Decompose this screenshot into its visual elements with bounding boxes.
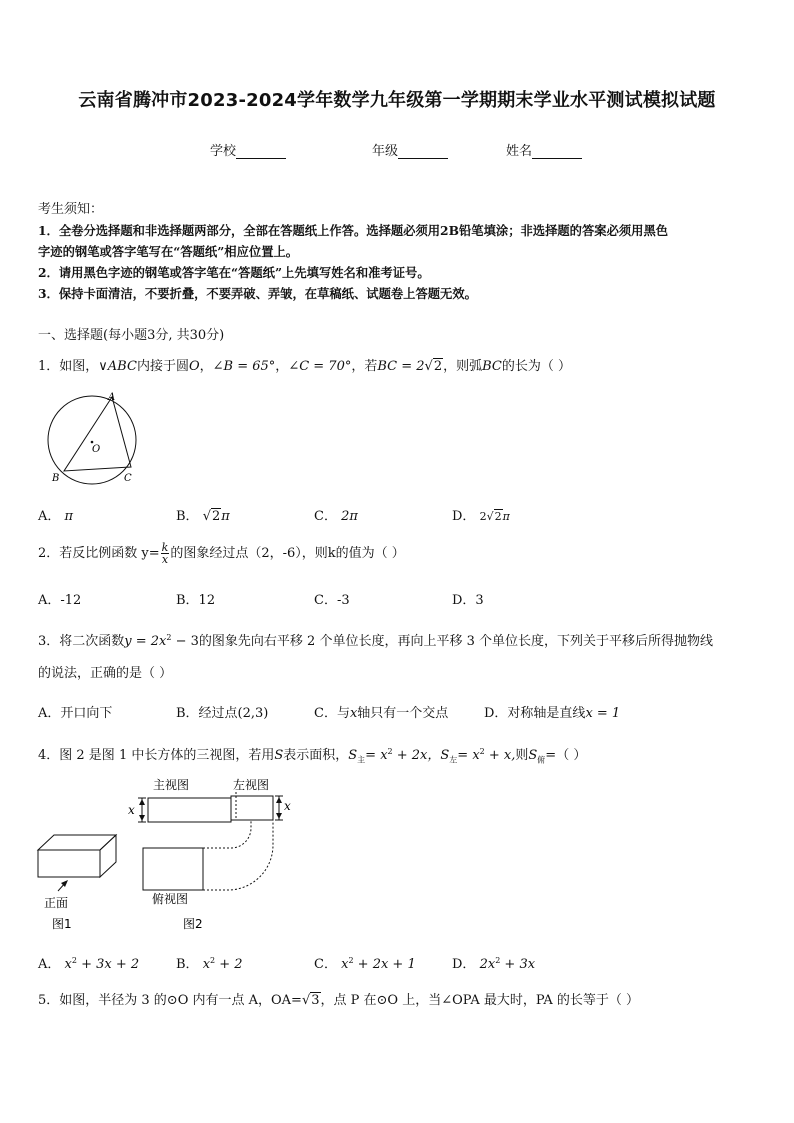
option-label: C． [314, 957, 337, 972]
label-a: A [108, 392, 116, 403]
question-4 [38, 742, 586, 771]
q1-circle-figure [44, 388, 144, 488]
option-text: C．与 [314, 706, 350, 721]
grade-blank [398, 144, 448, 159]
front-view-label: 主视图 [153, 778, 190, 792]
q4-s-main: S [348, 748, 358, 763]
option-label: C． [314, 509, 337, 524]
q3-line-2: 的说法，正确的是（ ） [38, 666, 173, 681]
option-rest: + 3x + 2 [76, 957, 140, 972]
q3-head: 3．将二次函数 [38, 634, 125, 649]
projection-arc-inner [203, 820, 251, 848]
top-view-rect [143, 848, 203, 890]
label-c: C [124, 473, 132, 484]
option-value: 2π [341, 509, 358, 524]
q4-exp-left: 2 [479, 747, 485, 756]
name-blank [532, 144, 582, 159]
option-exp: 2 [210, 956, 216, 965]
question-5: 5．如图，半径为 3 的⊙O 内有一点 A，OA=√3，点 P 在⊙O 上，当∠OPA 最大时，PA 的长等于（ ） [38, 993, 640, 1008]
option-rest: + 2x + 1 [353, 957, 416, 972]
name-label: 姓名 [506, 144, 533, 159]
option-text-2: 轴只有一个交点 [357, 706, 449, 721]
q4-three-view-figure [28, 772, 310, 937]
q4-option-c[interactable] [314, 953, 416, 972]
option-value: π [221, 509, 230, 524]
q5-tail: ，点 P 在⊙O 上，当∠OPA 最大时，PA 的长等于（ ） [320, 993, 640, 1008]
cuboid-side-face [100, 835, 116, 877]
grade-label: 年级 [372, 144, 399, 159]
q2-option-c[interactable]: C．-3 [314, 593, 350, 608]
option-exp: 2 [495, 956, 501, 965]
q1-comma: ， [199, 359, 213, 374]
q2-tail: 的图象经过点（2，-6），则k的值为（ ） [170, 546, 405, 561]
option-var: 2x [479, 957, 496, 972]
q4-head: 4．图 2 是图 1 中长方体的三视图，若用 [38, 748, 275, 763]
q3-option-a[interactable]: A．开口向下 [38, 706, 113, 721]
q1-circle-name: O [188, 359, 200, 374]
option-exp: 2 [348, 956, 354, 965]
q4-then: 则 [515, 748, 529, 763]
q3-option-c[interactable] [314, 702, 448, 721]
q1-tail: 的长为（ ） [501, 359, 572, 374]
option-value: π [502, 510, 510, 523]
option-rest: + 3x [500, 957, 536, 972]
section-heading: 一、选择题(每小题3分, 共30分) [38, 328, 225, 343]
q4-s-top: S [528, 748, 538, 763]
q4-tail-main: + 2x， [392, 748, 441, 763]
q3-exponent: 2 [166, 633, 172, 642]
notice-item-1-cont: 字迹的钢笔或答字笔写在“答题纸”相应位置上。 [38, 244, 299, 259]
q1-bc: BC = 2 [377, 359, 425, 374]
option-text: D．对称轴是直线 [484, 706, 586, 721]
q1-number: 1．如图， [38, 359, 99, 374]
q1-option-b[interactable]: B． √2π [176, 509, 230, 524]
figure-1-caption: 图1 [52, 917, 72, 931]
q5-head: 5．如图，半径为 3 的⊙O 内有一点 A，OA= [38, 993, 302, 1008]
dim-x-front: x [128, 803, 135, 817]
left-view-label: 左视图 [233, 778, 270, 792]
q4-tail-left: + x, [484, 748, 516, 763]
option-var: x [341, 957, 349, 972]
q2-option-d[interactable]: D．3 [452, 593, 484, 608]
option-label: B． [176, 509, 199, 524]
option-var: x [349, 706, 358, 721]
page-title: 云南省腾冲市2023-2024学年数学九年级第一学期期末学业水平测试模拟试题 [78, 90, 716, 111]
question-2 [38, 542, 405, 565]
q2-option-a[interactable]: A．-12 [38, 593, 82, 608]
q3-option-d[interactable] [484, 702, 620, 721]
notice-heading: 考生须知： [38, 202, 104, 217]
notice-item-2: 2．请用黑色字迹的钢笔或答字笔在“答题纸”上先填写姓名和准考证号。 [38, 265, 430, 280]
school-field [210, 140, 286, 159]
cuboid-top-face [38, 835, 116, 850]
front-view-rect [148, 798, 231, 822]
q1-root: 2 [433, 359, 443, 374]
option-label: D． [452, 509, 476, 524]
option-label: A． [38, 957, 61, 972]
option-label: B． [176, 957, 199, 972]
question-3 [38, 628, 713, 652]
name-field [506, 140, 582, 159]
circle-o [48, 396, 136, 484]
front-face-label: 正面 [44, 896, 69, 910]
option-root: 2 [212, 509, 221, 524]
option-var: x [64, 957, 72, 972]
q1-angle-b: ∠B = 65° [212, 359, 276, 374]
option-exp: 2 [71, 956, 77, 965]
q2-option-b[interactable]: B．12 [176, 593, 216, 608]
q4-eq-left: = x [457, 748, 480, 763]
q4-option-d[interactable] [452, 953, 535, 972]
option-label: D． [452, 957, 476, 972]
q4-tail: =（ ） [545, 748, 587, 763]
option-root: 2 [494, 510, 502, 523]
q1-arc-text: ，则弧 [443, 359, 483, 374]
projection-arc-outer [203, 820, 273, 890]
label-b: B [52, 473, 60, 484]
dim-x-left: x [284, 799, 291, 813]
triangle-abc [64, 397, 131, 471]
q1-arc-bc: BC [482, 359, 502, 374]
q3-expr: y = 2x [124, 634, 167, 649]
q4-mid: 表示面积， [283, 748, 349, 763]
q4-eq-main: = x [365, 748, 388, 763]
q1-option-a[interactable] [38, 505, 73, 524]
q4-sub-left: 左 [449, 755, 458, 765]
q4-s: S [274, 748, 284, 763]
q3-expr-tail: − 3 [171, 634, 199, 649]
left-view-rect [231, 796, 273, 820]
q4-sub-main: 主 [357, 755, 366, 765]
q3-tail: 的图象先向右平移 2 个单位长度，再向上平移 3 个单位长度，下列关于平移后所得抛物线 [198, 634, 713, 649]
option-label: A． [38, 509, 61, 524]
center-point [91, 441, 94, 444]
q1-angle-c: ∠C = 70° [288, 359, 352, 374]
option-eq: x = 1 [585, 706, 621, 721]
q4-sub-top: 俯 [537, 755, 546, 765]
question-1: 1．如图，∨ABC内接于圆O，∠B = 65°，∠C = 70°，若BC = 2√2，则弧BC的长为（ ） [38, 359, 572, 374]
option-rest: + 2 [215, 957, 243, 972]
cuboid-front-face [38, 850, 100, 877]
q1-if: ，若 [351, 359, 378, 374]
option-value: π [64, 509, 74, 524]
q4-exp-main: 2 [387, 747, 393, 756]
school-blank [236, 144, 286, 159]
q3-option-b[interactable]: B．经过点(2,3) [176, 706, 269, 721]
grade-field [372, 140, 448, 159]
q1-text: 内接于圆 [136, 359, 189, 374]
school-label: 学校 [210, 144, 237, 159]
q2-numerator: k [161, 541, 169, 554]
q2-denominator: x [161, 553, 169, 566]
label-o: O [92, 444, 101, 455]
q4-option-a[interactable] [38, 953, 139, 972]
q1-option-d[interactable]: D． 2√2π [452, 509, 510, 524]
option-var: x [202, 957, 211, 972]
q1-comma-2: ， [275, 359, 289, 374]
q2-head: 2．若反比例函数 y= [38, 546, 160, 561]
q4-s-left: S [440, 748, 450, 763]
notice-item-3: 3．保持卡面清洁，不要折叠，不要弄破、弄皱，在草稿纸、试题卷上答题无效。 [38, 286, 477, 301]
q1-triangle: ABC [107, 359, 137, 374]
top-view-label: 俯视图 [152, 892, 189, 906]
option-coef: 2 [479, 510, 487, 523]
q1-option-c[interactable] [314, 505, 358, 524]
figure-2-caption: 图2 [183, 917, 203, 931]
notice-item-1: 1．全卷分选择题和非选择题两部分，全部在答题纸上作答。选择题必须用2B铅笔填涂；非选择题的答案必须用黑色 [38, 223, 669, 238]
q4-option-b[interactable] [176, 953, 243, 972]
q5-root: 3 [311, 993, 320, 1008]
